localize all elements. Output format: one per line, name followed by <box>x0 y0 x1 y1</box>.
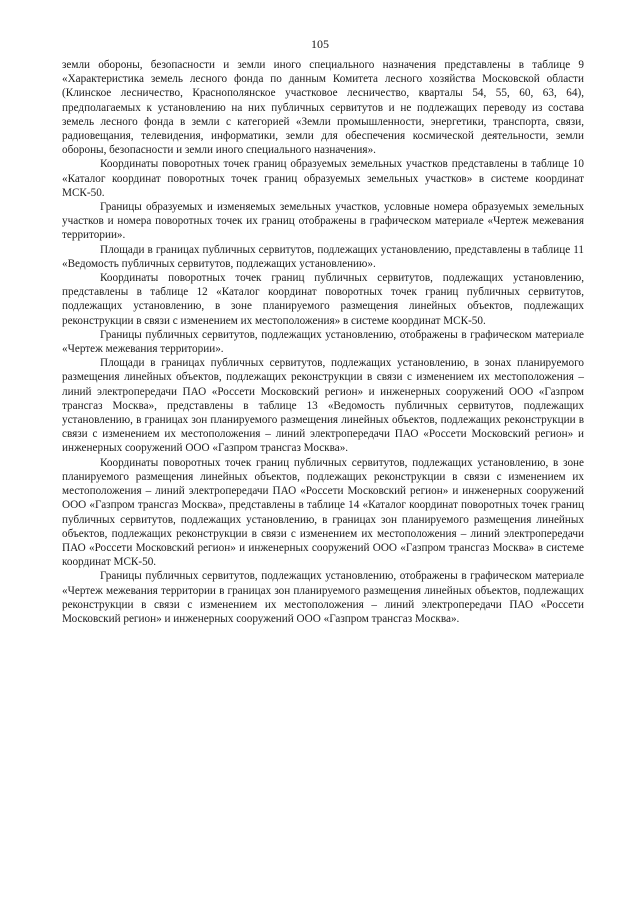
document-body <box>62 58 584 626</box>
paragraph-land-plot-boundaries: Границы образуемых и изменяемых земельных участков, условные номера образуемых земельных участков и номера поворотных точек их границ отображены в графическом материале «Чертеж межевания территории». <box>62 201 584 242</box>
paragraph-servitude-areas-reconstruction: Площади в границах публичных сервитутов, подлежащих установлению, в зонах планируемого размещения линейных объектов, подлежащих реконструкции в связи с изменением их местоположения – линий электропередачи ПАО «Россети Московский регион» и инженерных сооружений ООО «Газпром трансгаз Москва», представлены в таблице 13 «Ведомость публичных сервитутов, подлежащих установлению, в границах зон планируемого размещения линейных объектов, подлежащих реконструкции в связи с изменением их местоположения – линий электропередачи ПАО «Россети Московский регион» и инженерных сооружений ООО «Газпром трансгаз Москва». <box>62 357 584 455</box>
paragraph-servitude-boundaries-reconstruction: Границы публичных сервитутов, подлежащих установлению, отображены в графическом материале «Чертеж межевания территории в границах зон планируемого размещения линейных объектов, подлежащих реконструкции в связи с изменением их местоположения – линий электропередачи ПАО «Россети Московский регион» и инженерных сооружений ООО «Газпром трансгаз Москва». <box>62 570 584 625</box>
page-number: 105 <box>311 37 329 51</box>
paragraph-servitude-areas: Площади в границах публичных сервитутов, подлежащих установлению, представлены в таблице 11 «Ведомость публичных сервитутов, подлежащих установлению». <box>62 243 584 270</box>
paragraph-servitude-coordinates-reconstruction: Координаты поворотных точек границ публичных сервитутов, подлежащих установлению, в зоне планируемого размещения линейных объектов, подлежащих реконструкции в связи с изменением их местоположения – линий электропередачи ПАО «Россети Московский регион» и инженерных сооружений ООО «Газпром трансгаз Москва», представлены в таблице 14 «Каталог координат поворотных точек границ публичных сервитутов, подлежащих установлению, в границах зон планируемого размещения линейных объектов, подлежащих реконструкции в связи с изменением их местоположения – линий электропередачи ПАО «Россети Московский регион» и инженерных сооружений ООО «Газпром трансгаз Москва» в системе координат МСК-50. <box>62 456 584 569</box>
paragraph-servitude-boundaries: Границы публичных сервитутов, подлежащих установлению, отображены в графическом материале «Чертеж межевания территории». <box>62 328 584 356</box>
paragraph-coordinates-land-plots: Координаты поворотных точек границ образуемых земельных участков представлены в таблице 10 «Каталог координат поворотных точек границ образуемых земельных участков» в системе координат МСК-50. <box>62 158 584 199</box>
paragraph-servitude-coordinates: Координаты поворотных точек границ публичных сервитутов, подлежащих установлению, представлены в таблице 12 «Каталог координат поворотных точек границ публичных сервитутов, подлежащих установлению, в зоне планируемого размещения линейных объектов, подлежащих реконструкции в связи с изменением их местоположения» в системе координат МСК-50. <box>62 272 584 327</box>
paragraph-continuation: земли обороны, безопасности и земли иного специального назначения представлены в таблице 9 «Характеристика земель лесного фонда по данным Комитета лесного хозяйства Московской области (Клинское лесничество, Краснополянское участковое лесничество, кварталы 54, 55, 60, 63, 64), предполагаемых к установлению на них публичных сервитутов и не подлежащих переводу из состава земель лесного фонда в земли с категорией «Земли промышленности, энергетики, транспорта, связи, радиовещания, телевидения, информатики, земли для обеспечения космической деятельности, земли обороны, безопасности и земли иного специального назначения». <box>62 59 584 157</box>
